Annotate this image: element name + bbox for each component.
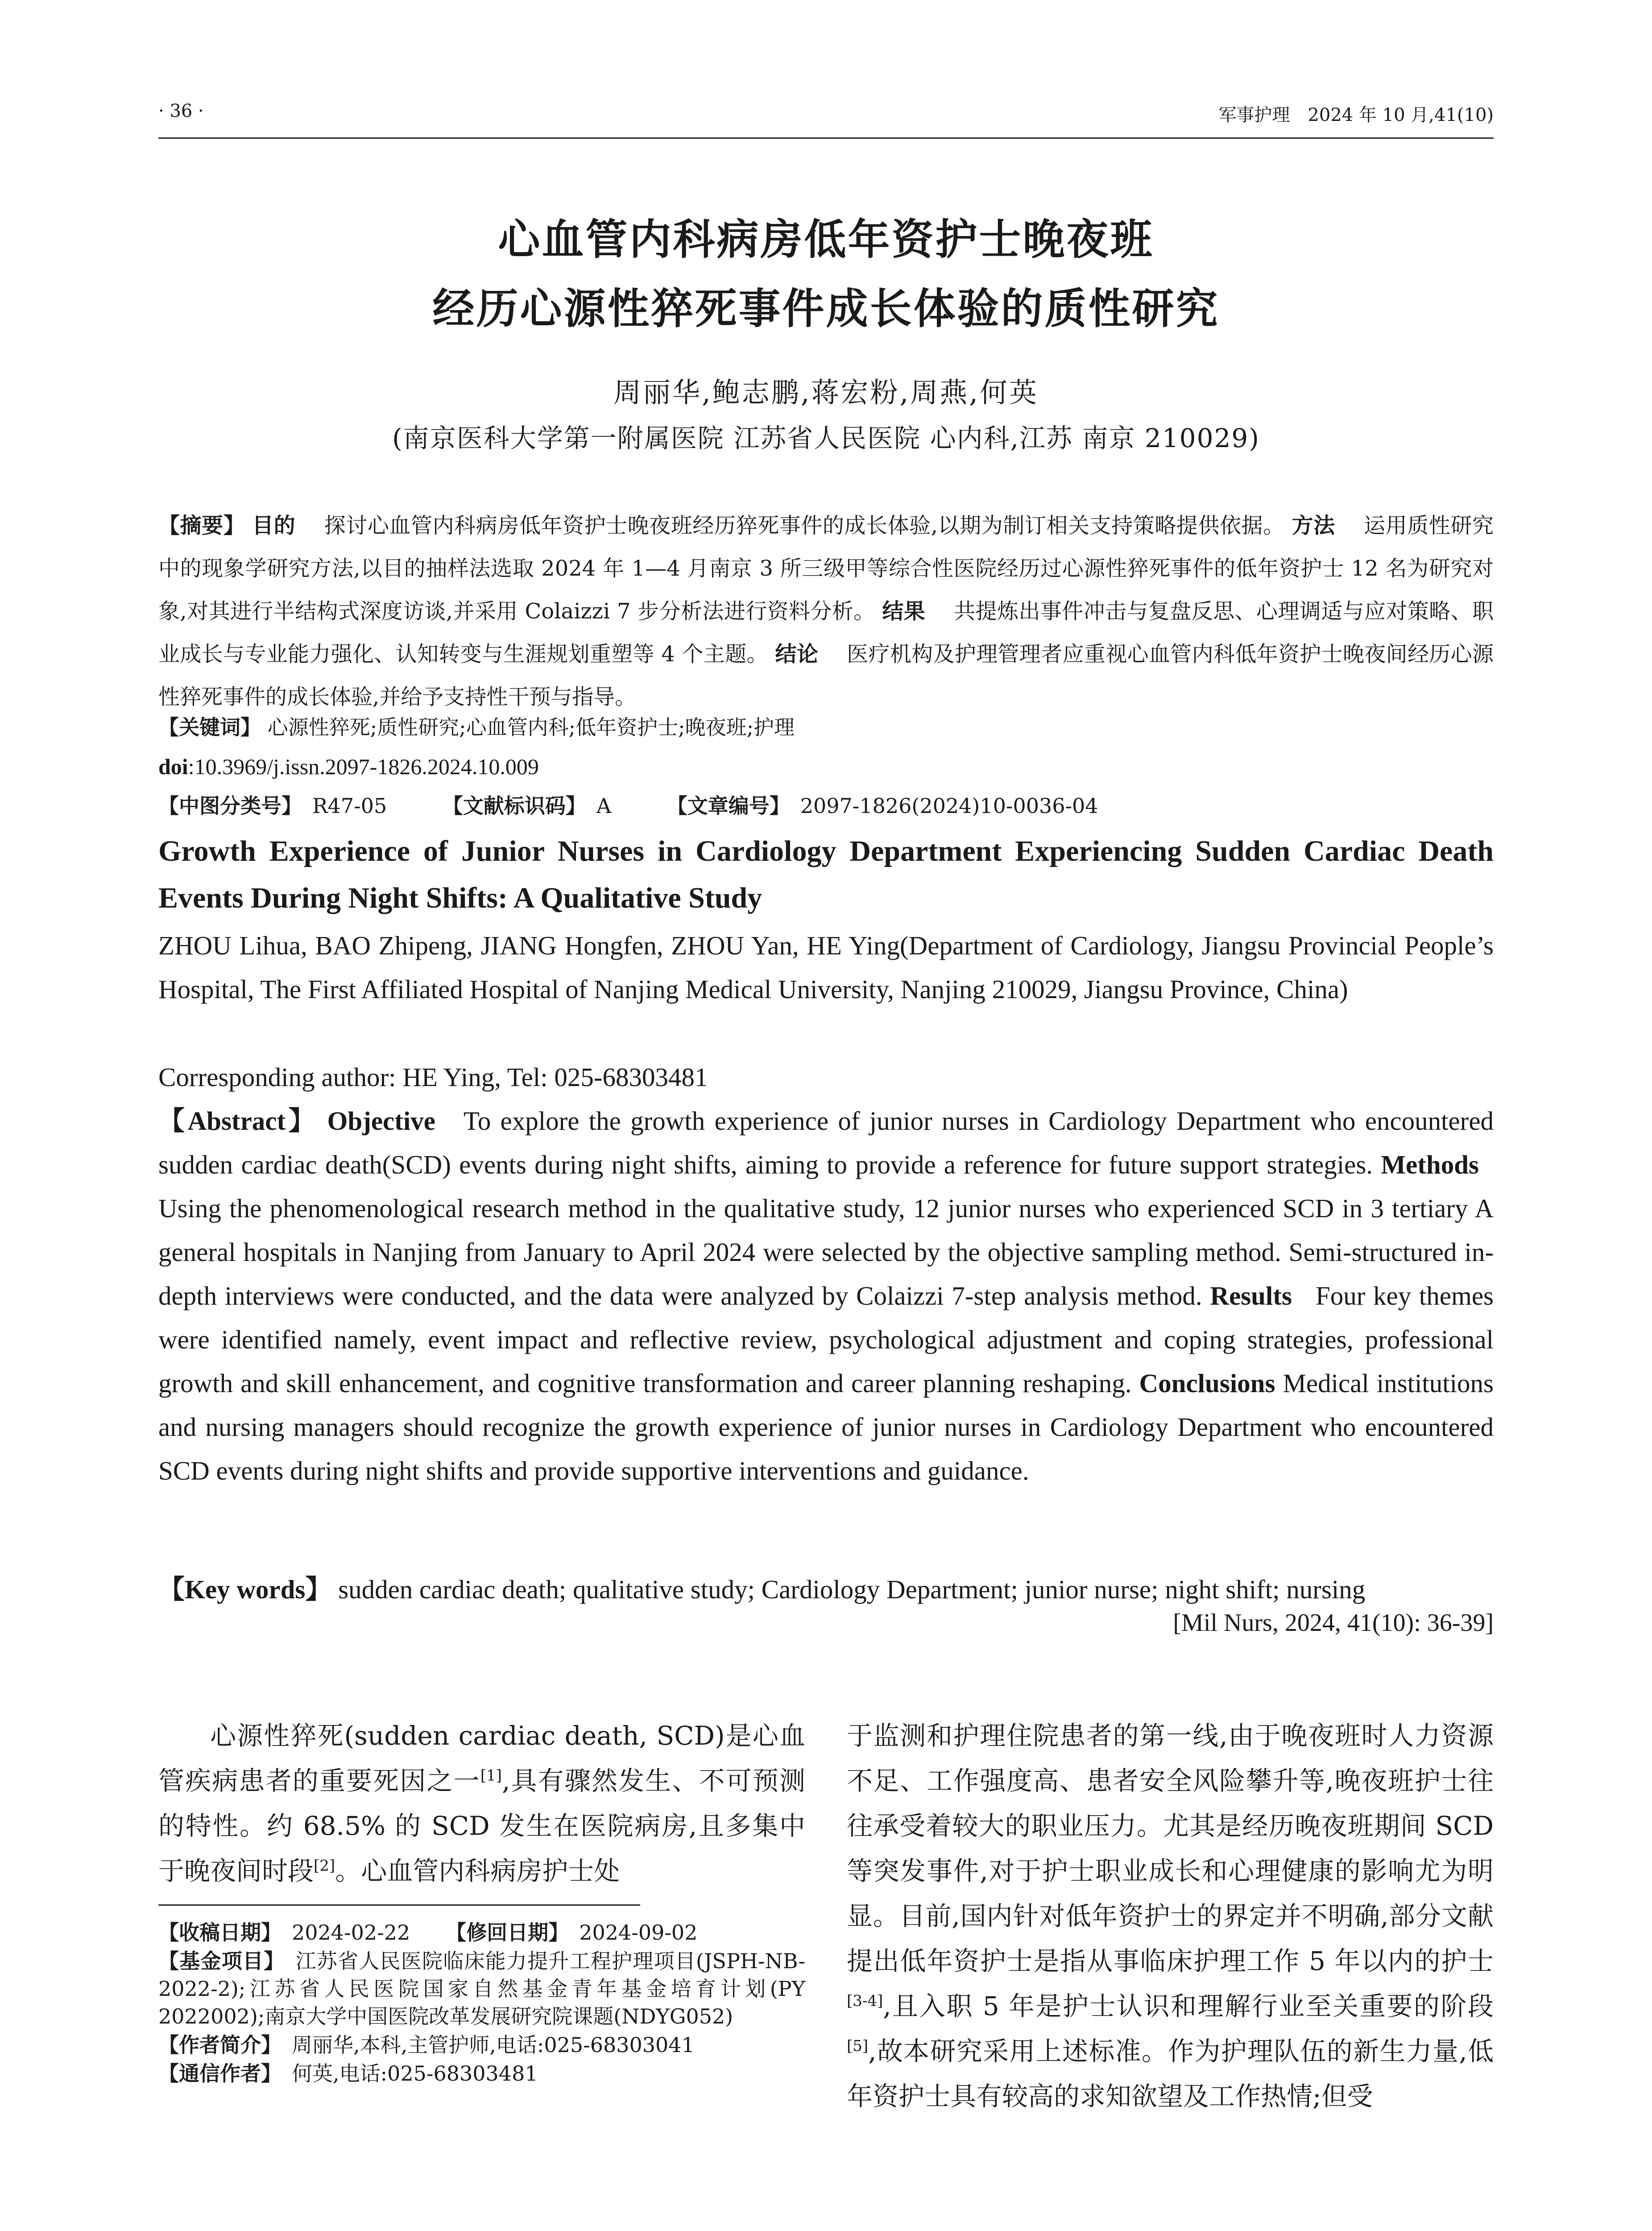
title-line-1: 心血管内科病房低年资护士晚夜班: [498, 216, 1154, 264]
author-bio-text: 周丽华,本科,主管护师,电话:025-68303041: [292, 2033, 695, 2057]
results-text: 共提炼出事件冲击与复盘反思、心理调适与应对策略、职业成长与专业能力强化、认知转变与生涯规划重塑等 4 个主题。: [158, 599, 1494, 667]
running-head: [158, 97, 1494, 129]
en-keywords-label: 【Key words】: [158, 1575, 332, 1604]
objective-text: 探讨心血管内科病房低年资护士晚夜班经历猝死事件的成长体验,以期为制订相关支持策略提供依据。: [324, 513, 1285, 538]
intro-paragraph: [158, 1713, 805, 1894]
corresponding-author: Corresponding author: HE Ying, Tel: 025-68303481: [158, 1062, 708, 1092]
en-methods-label: Methods: [1381, 1150, 1479, 1179]
doc-code-label: 【文献标识码】: [442, 794, 576, 818]
results-label: 结果: [882, 599, 926, 624]
footnote-rule: [158, 1904, 640, 1906]
article-title: [158, 205, 1494, 344]
en-abstract-label: 【Abstract】: [158, 1106, 318, 1136]
doi-label: doi: [158, 754, 188, 779]
english-title: Growth Experience of Junior Nurses in Cardiology Department Experiencing Sudden Cardiac Death Events During Night Shifts: A Qualitative Study: [158, 835, 1494, 914]
citation: [Mil Nurs, 2024, 41(10): 36-39]: [1173, 1609, 1494, 1637]
en-objective-label: Objective: [327, 1106, 435, 1136]
en-conclusions-text: Medical institutions and nursing managers should recognize the growth experience of junior nurses in Cardiology Department who encountered SCD events during night shifts and provide supportive interventions and guidance.: [158, 1368, 1494, 1485]
clc-value: R47-05: [312, 794, 387, 818]
keywords-text: 心源性猝死;质性研究;心血管内科;低年资护士;晚夜班;护理: [267, 715, 795, 739]
received-label: 【收稿日期】: [158, 1920, 271, 1945]
journal-info: 军事护理 2024 年 10 月,41(10): [1218, 105, 1494, 125]
header-rule: [158, 137, 1494, 139]
intro-continuation: [847, 1713, 1494, 2119]
dates-footnote: [158, 1919, 805, 1946]
conclusion-text: 医疗机构及护理管理者应重视心血管内科低年资护士晚夜间经历心源性猝死事件的成长体验,并给予支持性干预与指导。: [158, 642, 1494, 709]
affiliation: (南京医科大学第一附属医院 江苏省人民医院 心内科,江苏 南京 210029): [392, 423, 1260, 453]
classification-line: [158, 788, 1494, 824]
clc-label: 【中图分类号】: [158, 794, 292, 818]
methods-label: 方法: [1292, 513, 1335, 538]
chinese-abstract: [158, 504, 1494, 718]
keywords-line: [158, 709, 1494, 745]
corresponding-footnote: [158, 2060, 805, 2087]
en-conclusions-label: Conclusions: [1139, 1368, 1275, 1398]
abstract-label: 【摘要】: [158, 513, 245, 538]
corr-text: 何英,电话:025-68303481: [292, 2061, 538, 2086]
fund-label: 【基金项目】: [158, 1949, 275, 1973]
continuation-text-a: 于监测和护理住院患者的第一线,由于晚夜班时人力资源不足、工作强度高、患者安全风险攀升等,晚夜班护士往往承受着较大的职业压力。尤其是经历晚夜班期间 SCD 等突发事件,对于护士职业成长和心理健康的影响尤为明显。目前,国内针对低年资护士的界定并不明确,部分文献提出低年资护士是指从事临床护理工作 5 年以内的护士: [847, 1721, 1494, 1976]
intro-text-a: 心源性猝死(sudden cardiac death, SCD)是心血管疾病患者的重要死因之一: [158, 1721, 805, 1796]
body-right-column: [847, 1713, 1494, 2119]
citation-ref-1[interactable]: [1]: [480, 1767, 502, 1785]
footnotes: [158, 1919, 805, 2088]
citation-ref-2[interactable]: [2]: [314, 1857, 335, 1875]
english-keywords: [158, 1568, 1494, 1611]
doi-line: [158, 749, 1494, 784]
english-authors: ZHOU Lihua, BAO Zhipeng, JIANG Hongfen, ZHOU Yan, HE Ying(Department of Cardiology, Jiangsu Provincial People’s Hospital, The First Affiliated Hospital of Nanjing Medical University, Nanjing 210029, Jiangsu Province, China): [158, 931, 1494, 1004]
en-methods-text: Using the phenomenological research method in the qualitative study, 12 junior nurses who experienced SCD in 3 tertiary A general hospitals in Nanjing from January to April 2024 were selected by the objective sampling method. Semi-structured in-depth interviews were conducted, and the data were analyzed by Colaizzi 7-step analysis method.: [158, 1194, 1494, 1310]
citation-ref-5[interactable]: [5]: [847, 2037, 869, 2055]
intro-text-c: 。心血管内科病房护士处: [335, 1856, 620, 1886]
en-objective-text: To explore the growth experience of junior nurses in Cardiology Department who encountered sudden cardiac death(SCD) events during night shifts, aiming to provide a reference for future support strategies.: [158, 1106, 1494, 1179]
article-number-label: 【文章编号】: [667, 794, 780, 818]
continuation-text-b: ,且入职 5 年是护士认识和理解行业至关重要的阶段: [883, 1991, 1494, 2021]
body-left-column: [158, 1713, 805, 1894]
fund-text: 江苏省人民医院临床能力提升工程护理项目(JSPH-NB-2022-2);江苏省人民医院国家自然基金青年基金培育计划(PY 2022002);南京大学中国医院改革发展研究院课题(NDYG052): [158, 1949, 806, 2028]
citation-ref-3-4[interactable]: [3-4]: [847, 1992, 883, 2010]
doi-text: :10.3969/j.issn.2097-1826.2024.10.009: [188, 754, 539, 779]
revised-label: 【修回日期】: [446, 1920, 559, 1945]
methods-text: 运用质性研究中的现象学研究方法,以目的抽样法选取 2024 年 1—4 月南京 3 所三级甲等综合性医院经历过心源性猝死事件的低年资护士 12 名为研究对象,对其进行半结构式深度访谈,并采用 Colaizzi 7 步分析法进行资料分析。: [158, 513, 1494, 624]
continuation-text-c: ,故本研究采用上述标准。作为护理队伍的新生力量,低年资护士具有较高的求知欲望及工作热情;但受: [847, 2036, 1494, 2111]
article-number-value: 2097-1826(2024)10-0036-04: [800, 794, 1098, 818]
intro-text-b: ,具有骤然发生、不可预测的特性。约 68.5% 的 SCD 发生在医院病房,且多集中于晚夜间时段: [158, 1766, 805, 1886]
author-footnote: [158, 2031, 805, 2059]
page-number: · 36 ·: [158, 101, 204, 121]
corr-label: 【通信作者】: [158, 2061, 271, 2086]
en-results-label: Results: [1210, 1281, 1292, 1310]
objective-label: 目的: [252, 513, 296, 538]
revised-date: 2024-09-02: [579, 1920, 698, 1945]
authors: 周丽华,鲍志鹏,蒋宏粉,周燕,何英: [613, 376, 1039, 409]
doc-code-value: A: [596, 794, 612, 818]
en-results-text: Four key themes were identified namely, event impact and reflective review, psychological adjustment and coping strategies, professional growth and skill enhancement, and cognitive transformation and career planning reshaping.: [158, 1281, 1494, 1398]
english-abstract: [158, 1099, 1494, 1493]
keywords-label: 【关键词】: [158, 715, 261, 739]
en-keywords-text: sudden cardiac death; qualitative study; Cardiology Department; junior nurse; night shift; nursing: [338, 1575, 1366, 1604]
title-line-2: 经历心源性猝死事件成长体验的质性研究: [432, 285, 1220, 333]
received-date: 2024-02-22: [292, 1920, 410, 1945]
author-bio-label: 【作者简介】: [158, 2033, 271, 2057]
conclusion-label: 结论: [775, 642, 819, 667]
fund-footnote: [158, 1947, 805, 2030]
